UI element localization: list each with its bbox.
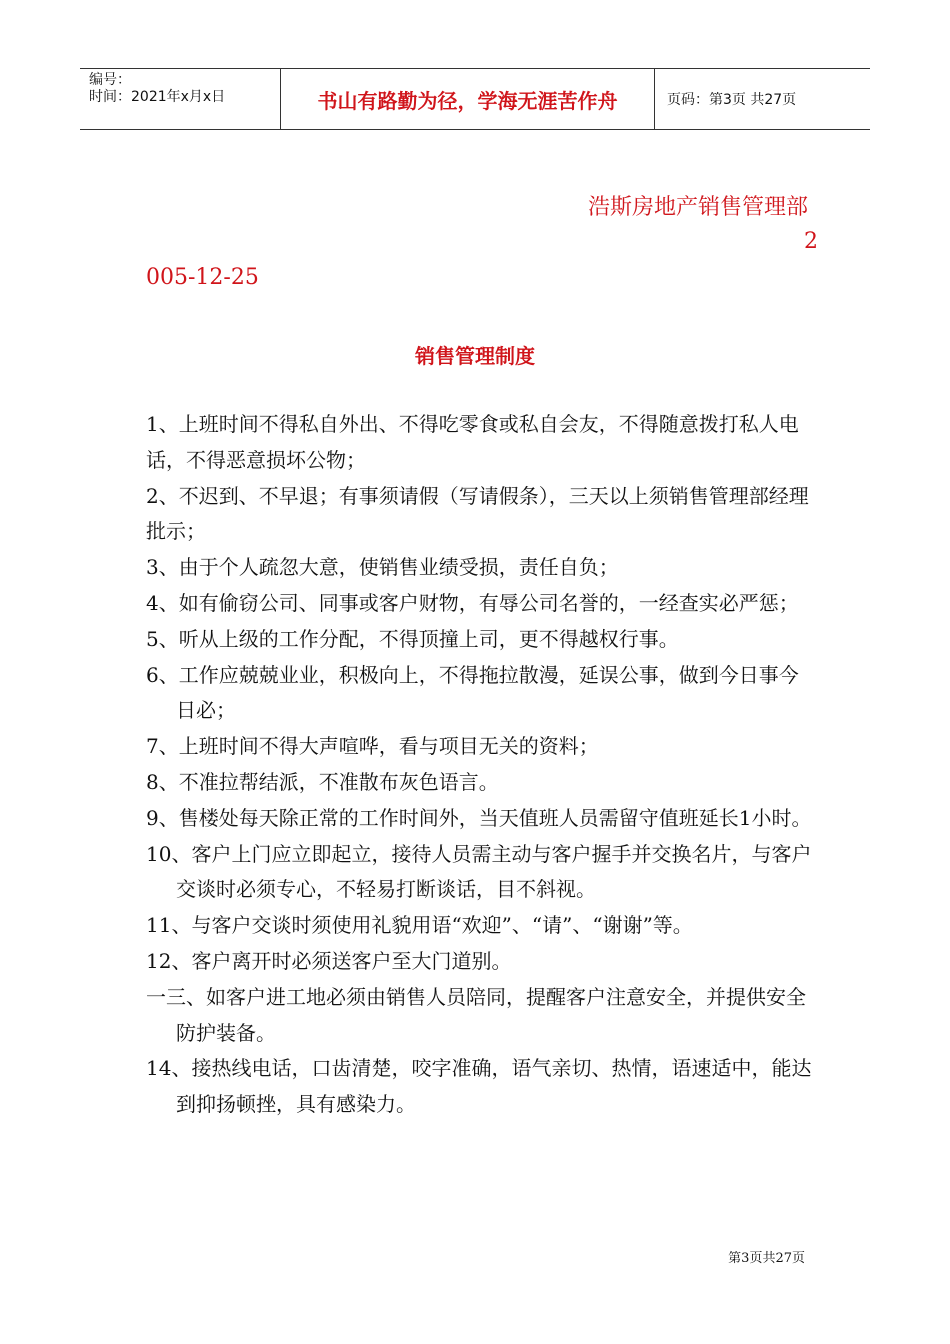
document-title: 销售管理制度 bbox=[415, 344, 535, 368]
header-page-label: 页码：第3页 共27页 bbox=[667, 92, 797, 108]
rule-item: 1、上班时间不得私自外出、不得吃零食或私自会友，不得随意拨打私人电话，不得恶意损坏公物； bbox=[146, 412, 799, 472]
date-part-1: 2 bbox=[804, 229, 818, 254]
rule-item: 4、如有偷窃公司、同事或客户财物，有辱公司名誉的，一经查实必严惩； bbox=[146, 590, 799, 615]
rule-item: 10、客户上门应立即起立，接待人员需主动与客户握手并交换名片，与客户交谈时必须专心，不轻易打断谈话，目不斜视。 bbox=[146, 841, 812, 902]
page-footer: 第3页共27页 bbox=[728, 1251, 805, 1266]
page-header bbox=[80, 68, 870, 130]
rule-item: 7、上班时间不得大声喧哗，看与项目无关的资料； bbox=[146, 734, 599, 759]
rule-item: 8、不准拉帮结派，不准散布灰色语言。 bbox=[146, 769, 499, 794]
header-meta-cell bbox=[80, 69, 281, 129]
rule-item: 12、客户离开时必须送客户至大门道别。 bbox=[146, 948, 512, 973]
company-name: 浩斯房地产销售管理部 bbox=[587, 195, 808, 220]
header-motto: 书山有路勤为径，学海无涯苦作舟 bbox=[281, 69, 655, 129]
rule-item: 3、由于个人疏忽大意，使销售业绩受损，责任自负； bbox=[146, 555, 619, 580]
rule-item: 2、不迟到、不早退；有事须请假（写请假条），三天以上须销售管理部经理批示； bbox=[146, 483, 809, 544]
rule-item: 11、与客户交谈时须使用礼貌用语“欢迎”、“请”、“谢谢”等。 bbox=[146, 913, 693, 938]
rule-item: 14、接热线电话，口齿清楚，咬字准确，语气亲切、热情，语速适中，能达到抑扬顿挫，具有感染力。 bbox=[146, 1056, 812, 1117]
rule-item: 6、工作应兢兢业业，积极向上，不得拖拉散漫，延误公事，做到今日事今日必； bbox=[146, 662, 799, 723]
rules-list bbox=[146, 407, 816, 1123]
rule-item: 9、售楼处每天除正常的工作时间外，当天值班人员需留守值班延长1小时。 bbox=[146, 805, 812, 830]
time-label: 时间：2021年x月x日 bbox=[89, 89, 226, 105]
rule-item: 一三、如客户进工地必须由销售人员陪同，提醒客户注意安全，并提供安全防护装备。 bbox=[146, 984, 806, 1045]
rule-item: 5、听从上级的工作分配，不得顶撞上司，更不得越权行事。 bbox=[146, 626, 679, 651]
number-label: 编号： bbox=[89, 72, 131, 88]
date-part-2: 005-12-25 bbox=[146, 265, 259, 290]
